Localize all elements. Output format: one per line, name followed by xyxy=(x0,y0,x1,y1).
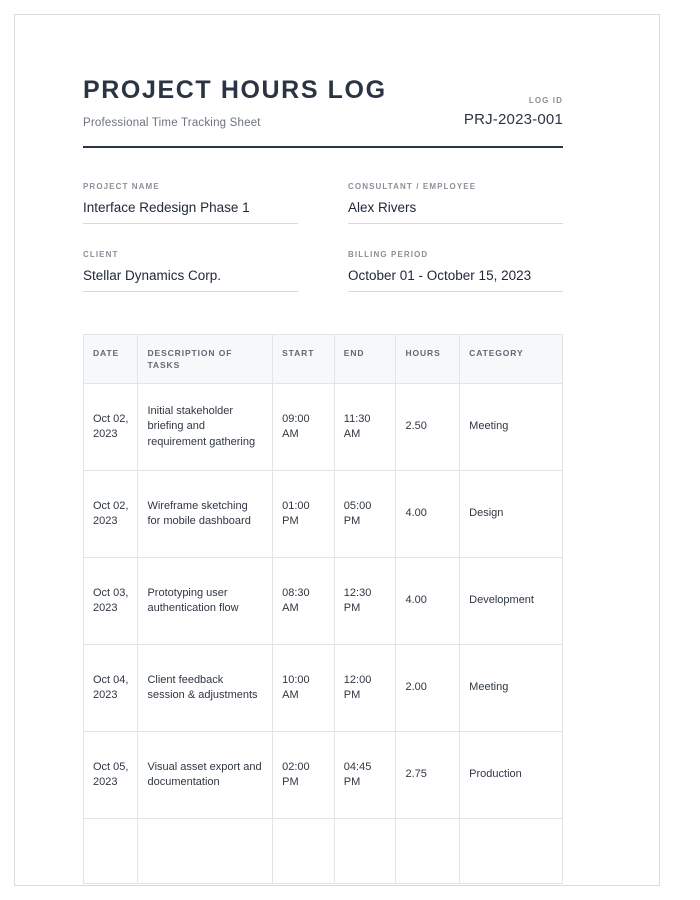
hours-table xyxy=(83,334,563,885)
meta-fields xyxy=(83,182,563,292)
cell-date: Oct 05, 2023 xyxy=(84,732,138,819)
table-row[interactable] xyxy=(84,645,563,732)
table-row[interactable] xyxy=(84,819,563,884)
log-id-label: LOG ID xyxy=(528,95,563,105)
column-header-description: DESCRIPTION OF TASKS xyxy=(138,334,273,384)
field-consultant xyxy=(348,182,563,224)
billing-period-label: BILLING PERIOD xyxy=(348,249,429,259)
table-row[interactable] xyxy=(84,471,563,558)
cell-description: Visual asset export and documentation xyxy=(138,732,273,819)
column-header-date: DATE xyxy=(84,334,138,384)
cell-end: 04:45 PM xyxy=(334,732,396,819)
header-divider xyxy=(83,146,563,148)
client-value[interactable]: Stellar Dynamics Corp. xyxy=(83,268,298,292)
cell-date: Oct 03, 2023 xyxy=(84,558,138,645)
cell-start xyxy=(273,819,335,884)
table-header xyxy=(84,334,563,384)
cell-end: 05:00 PM xyxy=(334,471,396,558)
cell-category: Meeting xyxy=(460,384,563,471)
log-id-value: PRJ-2023-001 xyxy=(463,110,563,128)
cell-description: Client feedback session & adjustments xyxy=(138,645,273,732)
cell-hours: 2.00 xyxy=(396,645,460,732)
table-header-row xyxy=(84,334,563,384)
billing-period-value[interactable]: October 01 - October 15, 2023 xyxy=(348,268,563,292)
page-subtitle: Professional Time Tracking Sheet xyxy=(83,116,261,129)
cell-category: Development xyxy=(460,558,563,645)
cell-description: Prototyping user authentication flow xyxy=(138,558,273,645)
project-name-label: PROJECT NAME xyxy=(83,181,160,191)
cell-end: 12:30 PM xyxy=(334,558,396,645)
consultant-label: CONSULTANT / EMPLOYEE xyxy=(348,181,477,191)
document-page xyxy=(14,14,660,886)
header-title-block xyxy=(83,77,464,129)
cell-end: 12:00 PM xyxy=(334,645,396,732)
column-header-category: CATEGORY xyxy=(460,334,563,384)
cell-start: 08:30 AM xyxy=(273,558,335,645)
cell-start: 09:00 AM xyxy=(273,384,335,471)
cell-start: 10:00 AM xyxy=(273,645,335,732)
page-title: PROJECT HOURS LOG xyxy=(83,76,387,104)
cell-date: Oct 02, 2023 xyxy=(84,471,138,558)
cell-category xyxy=(460,819,563,884)
field-billing-period xyxy=(348,250,563,292)
cell-date: Oct 02, 2023 xyxy=(84,384,138,471)
document-body xyxy=(83,77,563,884)
client-label: CLIENT xyxy=(83,249,119,259)
cell-description: Initial stakeholder briefing and requirement gathering xyxy=(138,384,273,471)
cell-end xyxy=(334,819,396,884)
cell-date xyxy=(84,819,138,884)
document-header xyxy=(83,77,563,129)
column-header-start: START xyxy=(273,334,335,384)
consultant-value[interactable]: Alex Rivers xyxy=(348,200,563,224)
cell-hours: 4.00 xyxy=(396,558,460,645)
table-body xyxy=(84,384,563,884)
cell-description xyxy=(138,819,273,884)
field-client xyxy=(83,250,298,292)
field-project-name xyxy=(83,182,298,224)
cell-start: 02:00 PM xyxy=(273,732,335,819)
cell-category: Production xyxy=(460,732,563,819)
cell-hours: 2.50 xyxy=(396,384,460,471)
table-row[interactable] xyxy=(84,384,563,471)
cell-end: 11:30 AM xyxy=(334,384,396,471)
cell-description: Wireframe sketching for mobile dashboard xyxy=(138,471,273,558)
cell-start: 01:00 PM xyxy=(273,471,335,558)
cell-category: Design xyxy=(460,471,563,558)
column-header-hours: HOURS xyxy=(396,334,460,384)
cell-hours: 4.00 xyxy=(396,471,460,558)
project-name-value[interactable]: Interface Redesign Phase 1 xyxy=(83,200,298,224)
cell-hours: 2.75 xyxy=(396,732,460,819)
cell-hours xyxy=(396,819,460,884)
table-row[interactable] xyxy=(84,558,563,645)
log-id-block xyxy=(464,96,563,129)
table-row[interactable] xyxy=(84,732,563,819)
cell-category: Meeting xyxy=(460,645,563,732)
cell-date: Oct 04, 2023 xyxy=(84,645,138,732)
column-header-end: END xyxy=(334,334,396,384)
